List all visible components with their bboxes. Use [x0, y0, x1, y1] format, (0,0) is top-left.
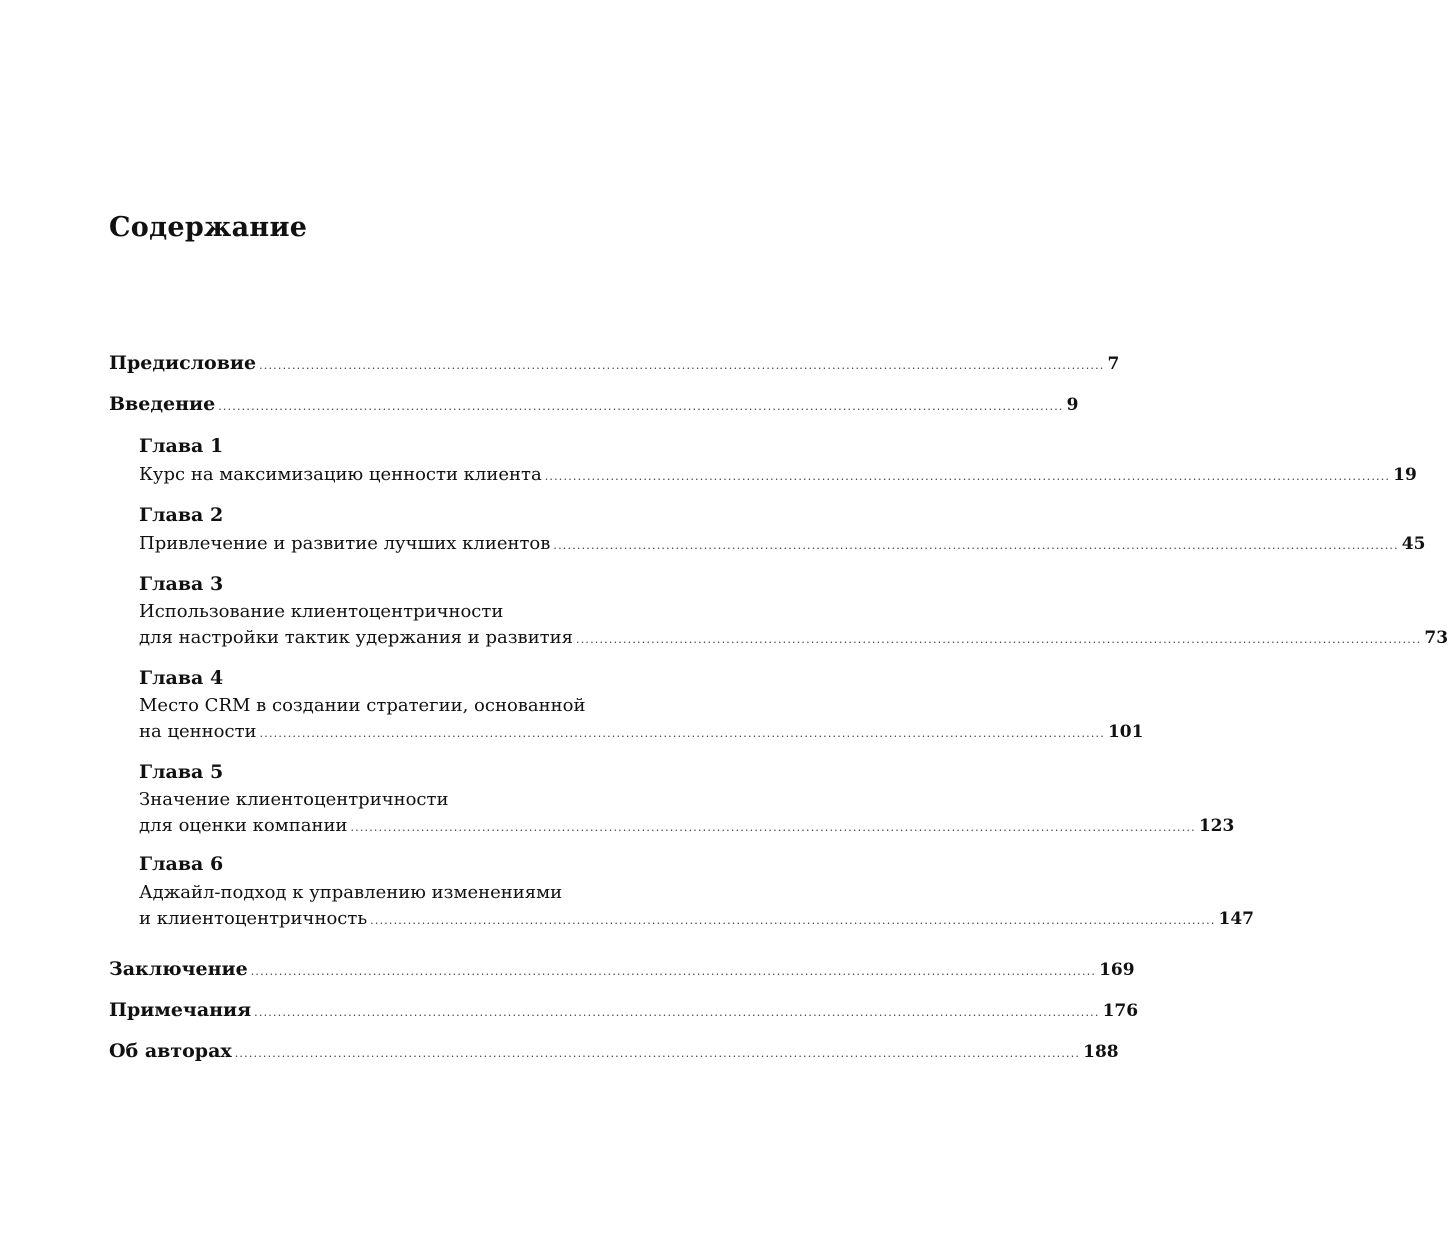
toc-entry-label: для настройки тактик удержания и развития [139, 627, 573, 648]
toc-entry-chapter-1[interactable] [139, 462, 1417, 490]
toc-entry-label: и клиентоцентричность [139, 908, 368, 929]
toc-entry-label: Предисловие [109, 352, 257, 374]
toc-entry-line: Использование клиентоцентричности [139, 601, 504, 622]
toc-page-number: 176 [1102, 1001, 1139, 1021]
dot-leader: .................................................................................................................................................................................... [370, 914, 1216, 927]
chapter-heading-2: Глава 2 [139, 504, 224, 526]
toc-page-number: 147 [1218, 909, 1255, 929]
dot-leader: .................................................................................................................................................................................... [576, 633, 1422, 646]
toc-page-number: 73 [1424, 628, 1448, 648]
dot-leader: .................................................................................................................................................................................... [553, 539, 1399, 552]
toc-page-number: 45 [1401, 534, 1426, 554]
toc-page-number: 101 [1107, 722, 1144, 742]
toc-entry-label: Об авторах [109, 1040, 232, 1062]
toc-entry-label: Примечания [109, 999, 252, 1021]
toc-entry-notes[interactable] [109, 997, 1139, 1026]
chapter-heading-4: Глава 4 [139, 667, 224, 689]
toc-entry-chapter-3[interactable] [139, 625, 1448, 653]
toc-entry-label: для оценки компании [139, 815, 348, 836]
toc-entry-introduction[interactable] [109, 391, 1079, 420]
toc-entry-about-authors[interactable] [109, 1038, 1119, 1067]
dot-leader: .................................................................................................................................................................................... [350, 821, 1196, 834]
toc-page-number: 7 [1107, 354, 1120, 374]
toc-entry-chapter-6[interactable] [139, 906, 1255, 934]
dot-leader: .................................................................................................................................................................................... [259, 727, 1105, 740]
toc-entry-line: Значение клиентоцентричности [139, 789, 449, 810]
toc-entry-label: Привлечение и развитие лучших клиентов [139, 533, 551, 554]
dot-leader: .................................................................................................................................................................................... [254, 1006, 1100, 1019]
toc-entry-chapter-2[interactable] [139, 531, 1426, 559]
dot-leader: .................................................................................................................................................................................... [259, 359, 1105, 372]
toc-page-number: 9 [1066, 395, 1079, 415]
toc-entry-label: Введение [109, 393, 216, 415]
toc-entry-line: Аджайл-подход к управлению изменениями [139, 882, 563, 903]
chapter-heading-3: Глава 3 [139, 573, 224, 595]
page-title: Содержание [109, 212, 308, 243]
chapter-heading-5: Глава 5 [139, 761, 224, 783]
toc-entry-label: на ценности [139, 721, 257, 742]
toc-page-number: 19 [1393, 465, 1417, 485]
toc-page-number: 188 [1083, 1042, 1119, 1062]
dot-leader: .................................................................................................................................................................................... [544, 470, 1391, 483]
toc-entry-chapter-4[interactable] [139, 719, 1144, 747]
dot-leader: .................................................................................................................................................................................... [250, 965, 1097, 978]
toc-entry-label: Курс на максимизацию ценности клиента [139, 464, 542, 485]
chapter-heading-6: Глава 6 [139, 853, 224, 875]
toc-page-number: 169 [1099, 960, 1135, 980]
toc-entry-line: Место CRM в создании стратегии, основанной [139, 695, 586, 716]
dot-leader: .................................................................................................................................................................................... [234, 1047, 1081, 1060]
chapter-heading-1: Глава 1 [139, 435, 224, 457]
toc-entry-chapter-5[interactable] [139, 813, 1235, 841]
toc-entry-label: Заключение [109, 958, 248, 980]
toc-entry-conclusion[interactable] [109, 956, 1135, 985]
toc-page-number: 123 [1198, 816, 1235, 836]
dot-leader: .................................................................................................................................................................................... [218, 400, 1064, 413]
toc-entry-preface[interactable] [109, 350, 1120, 379]
